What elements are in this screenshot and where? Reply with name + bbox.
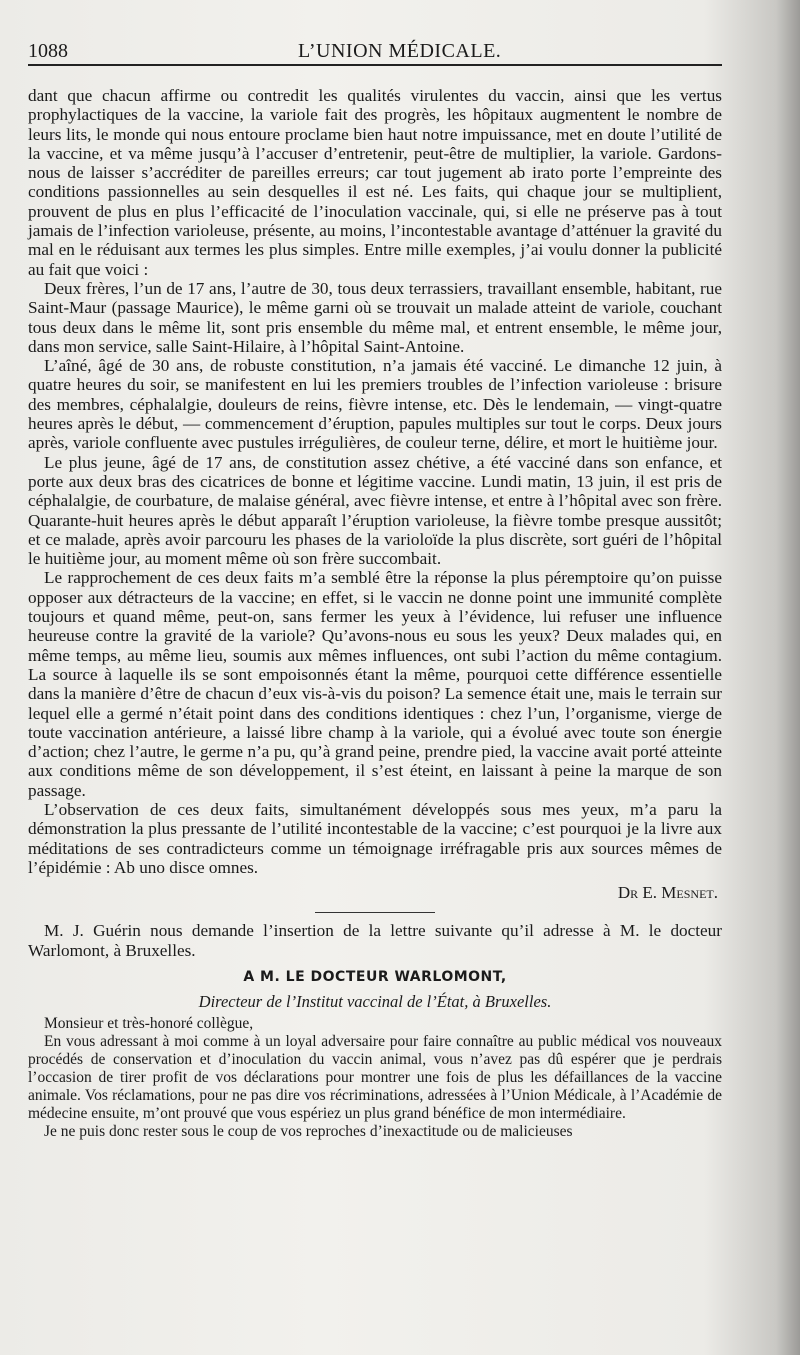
letter-salutation: Monsieur et très-honoré collègue,: [44, 1015, 254, 1033]
paragraph: Deux frères, l’un de 17 ans, l’autre de 30, tous deux terrassiers, travaillant ensemble, habitant, rue Saint-Maur (passage Maurice), le même garni où se trouvait un malade atteint de variole, couchant tous deux dans le même lit, sont pris ensemble du même mal, et entrent ensemble, le même jour, dans mon service, salle Saint-Hilaire, à l’hôpital Saint-Antoine.: [28, 278, 722, 356]
letter-introduction: M. J. Guérin nous demande l’insertion de la lettre suivante qu’il adresse à M. le docteur Warlomont, à Bruxelles.: [28, 921, 722, 960]
addressee-title: Directeur de l’Institut vaccinal de l’État, à Bruxelles.: [198, 991, 552, 1011]
paragraph: Le plus jeune, âgé de 17 ans, de constitution assez chétive, a été vacciné dans son enfance, et porte aux deux bras des cicatrices de bonne et légitime vaccine. Lundi matin, 13 juin, il est pris de céphalalgie, de courbature, de malaise général, avec fièvre intense, et entre à l’hôpital avec son frère. Quarante-huit heures après le début apparaît l’éruption varioleuse, la fièvre tombe presque aussitôt; et ce malade, après avoir parcouru les phases de la varioloïde la plus discrète, sort guéri de l’hôpital le huitième jour, au moment même où son frère succombait.: [28, 452, 722, 569]
paragraph: Le rapprochement de ces deux faits m’a semblé être la réponse la plus péremptoire qu’on puisse opposer aux détracteurs de la vaccine; en effet, si le vaccin ne donne point une immunité complète toujours et quand même, peut-on, sans fermer les yeux à l’évidence, lui refuser une influence heureuse contre la gravité de la variole? Qu’avons-nous eu sous les yeux? Deux malades qui, en même temps, au même lieu, soumis aux mêmes influences, ont subi l’action du même contagium. La source à laquelle ils se sont empoisonnés étant la même, pourquoi cette différence essentielle dans la manière d’être de chacun d’eux vis-à-vis du poison? La semence était une, mais le terrain sur lequel elle a germé n’était point dans des conditions identiques : chez l’un, l’organisme, vierge de toute vaccination antérieure, a laissé libre champ à la variole, qui a évolué avec toute son énergie d’action; chez l’autre, le germe n’a pu, qu’à grand peine, prendre pied, la vaccine avait porté atteinte aux conditions même de son développement, il s’est éteint, en laissant à peine la marque de son passage.: [28, 568, 722, 800]
journal-title: L’UNION MÉDICALE.: [298, 40, 502, 62]
letter-paragraph: En vous adressant à moi comme à un loyal adversaire pour faire connaître au public médical vos nouveaux procédés de conservation et d’inoculation du vaccin animal, vous n’avez pas dû espérer que je perdrais l’occasion de tirer profit de vos déclarations pour montrer une fois de plus les défaillances de la vaccine animale. Vos réclamations, pour ne pas dire vos récriminations, adressées à l’Union Médicale, à l’Académie de médecine ensuite, m’ont prouvé que vous espériez un plus grand bénéfice de mon intermédiaire.: [28, 1033, 722, 1123]
author-signature: Dr E. Mesnet.: [617, 883, 718, 903]
letter-body: [28, 1015, 722, 1141]
article-body: [28, 86, 722, 1141]
section-separator: [315, 912, 435, 913]
paragraph: L’observation de ces deux faits, simultanément développés sous mes yeux, m’a paru la démonstration la plus pressante de l’utilité incontestable de la vaccine; c’est pourquoi je la livre aux méditations de ses contradicteurs comme un témoignage irréfragable pris aux sources mêmes de l’épidémie : Ab uno disce omnes.: [28, 799, 722, 877]
paragraph: dant que chacun affirme ou contredit les qualités virulentes du vaccin, ainsi que les vertus prophylactiques de la vaccine, la variole fait des progrès, les hôpitaux augmentent le nombre de leurs lits, le monde qui nous entoure proclame bien haut notre impuissance, met en doute l’utilité de la vaccine, et va même jusqu’à l’accuser d’entretenir, peut-être de multiplier, la variole. Gardons-nous de laisser s’accréditer de pareilles erreurs; car tout jugement ab irato porte l’empreinte des conditions passionnelles au sein desquelles il est né. Les faits, qui chaque jour se multiplient, prouvent de plus en plus l’efficacité de l’inoculation vaccinale, qui, si elle ne préserve pas à tout jamais de l’infection varioleuse, présente, au moins, l’incontestable avantage d’atténuer la gravité du mal en le réduisant aux termes les plus simples. Entre mille exemples, j’ai voulu donner la publicité au fait que voici :: [28, 86, 722, 279]
running-header: [28, 36, 722, 66]
page-number: 1088: [28, 40, 68, 62]
letter-addressee: A M. LE DOCTEUR WARLOMONT,: [243, 969, 507, 986]
paragraph: L’aîné, âgé de 30 ans, de robuste constitution, n’a jamais été vacciné. Le dimanche 12 juin, à quatre heures du soir, se manifestent en lui les premiers troubles de l’infection varioleuse : brisure des membres, céphalalgie, douleurs de reins, fièvre intense, etc. Dès le lendemain, — vingt-quatre heures après le début, — commencement d’éruption, papules multiples sur tout le corps. Deux jours après, variole confluente avec pustules irrégulières, de couleur terne, délire, et mort le huitième jour.: [28, 356, 722, 453]
letter-paragraph: Je ne puis donc rester sous le coup de vos reproches d’inexactitude ou de malicieuses: [44, 1123, 573, 1141]
